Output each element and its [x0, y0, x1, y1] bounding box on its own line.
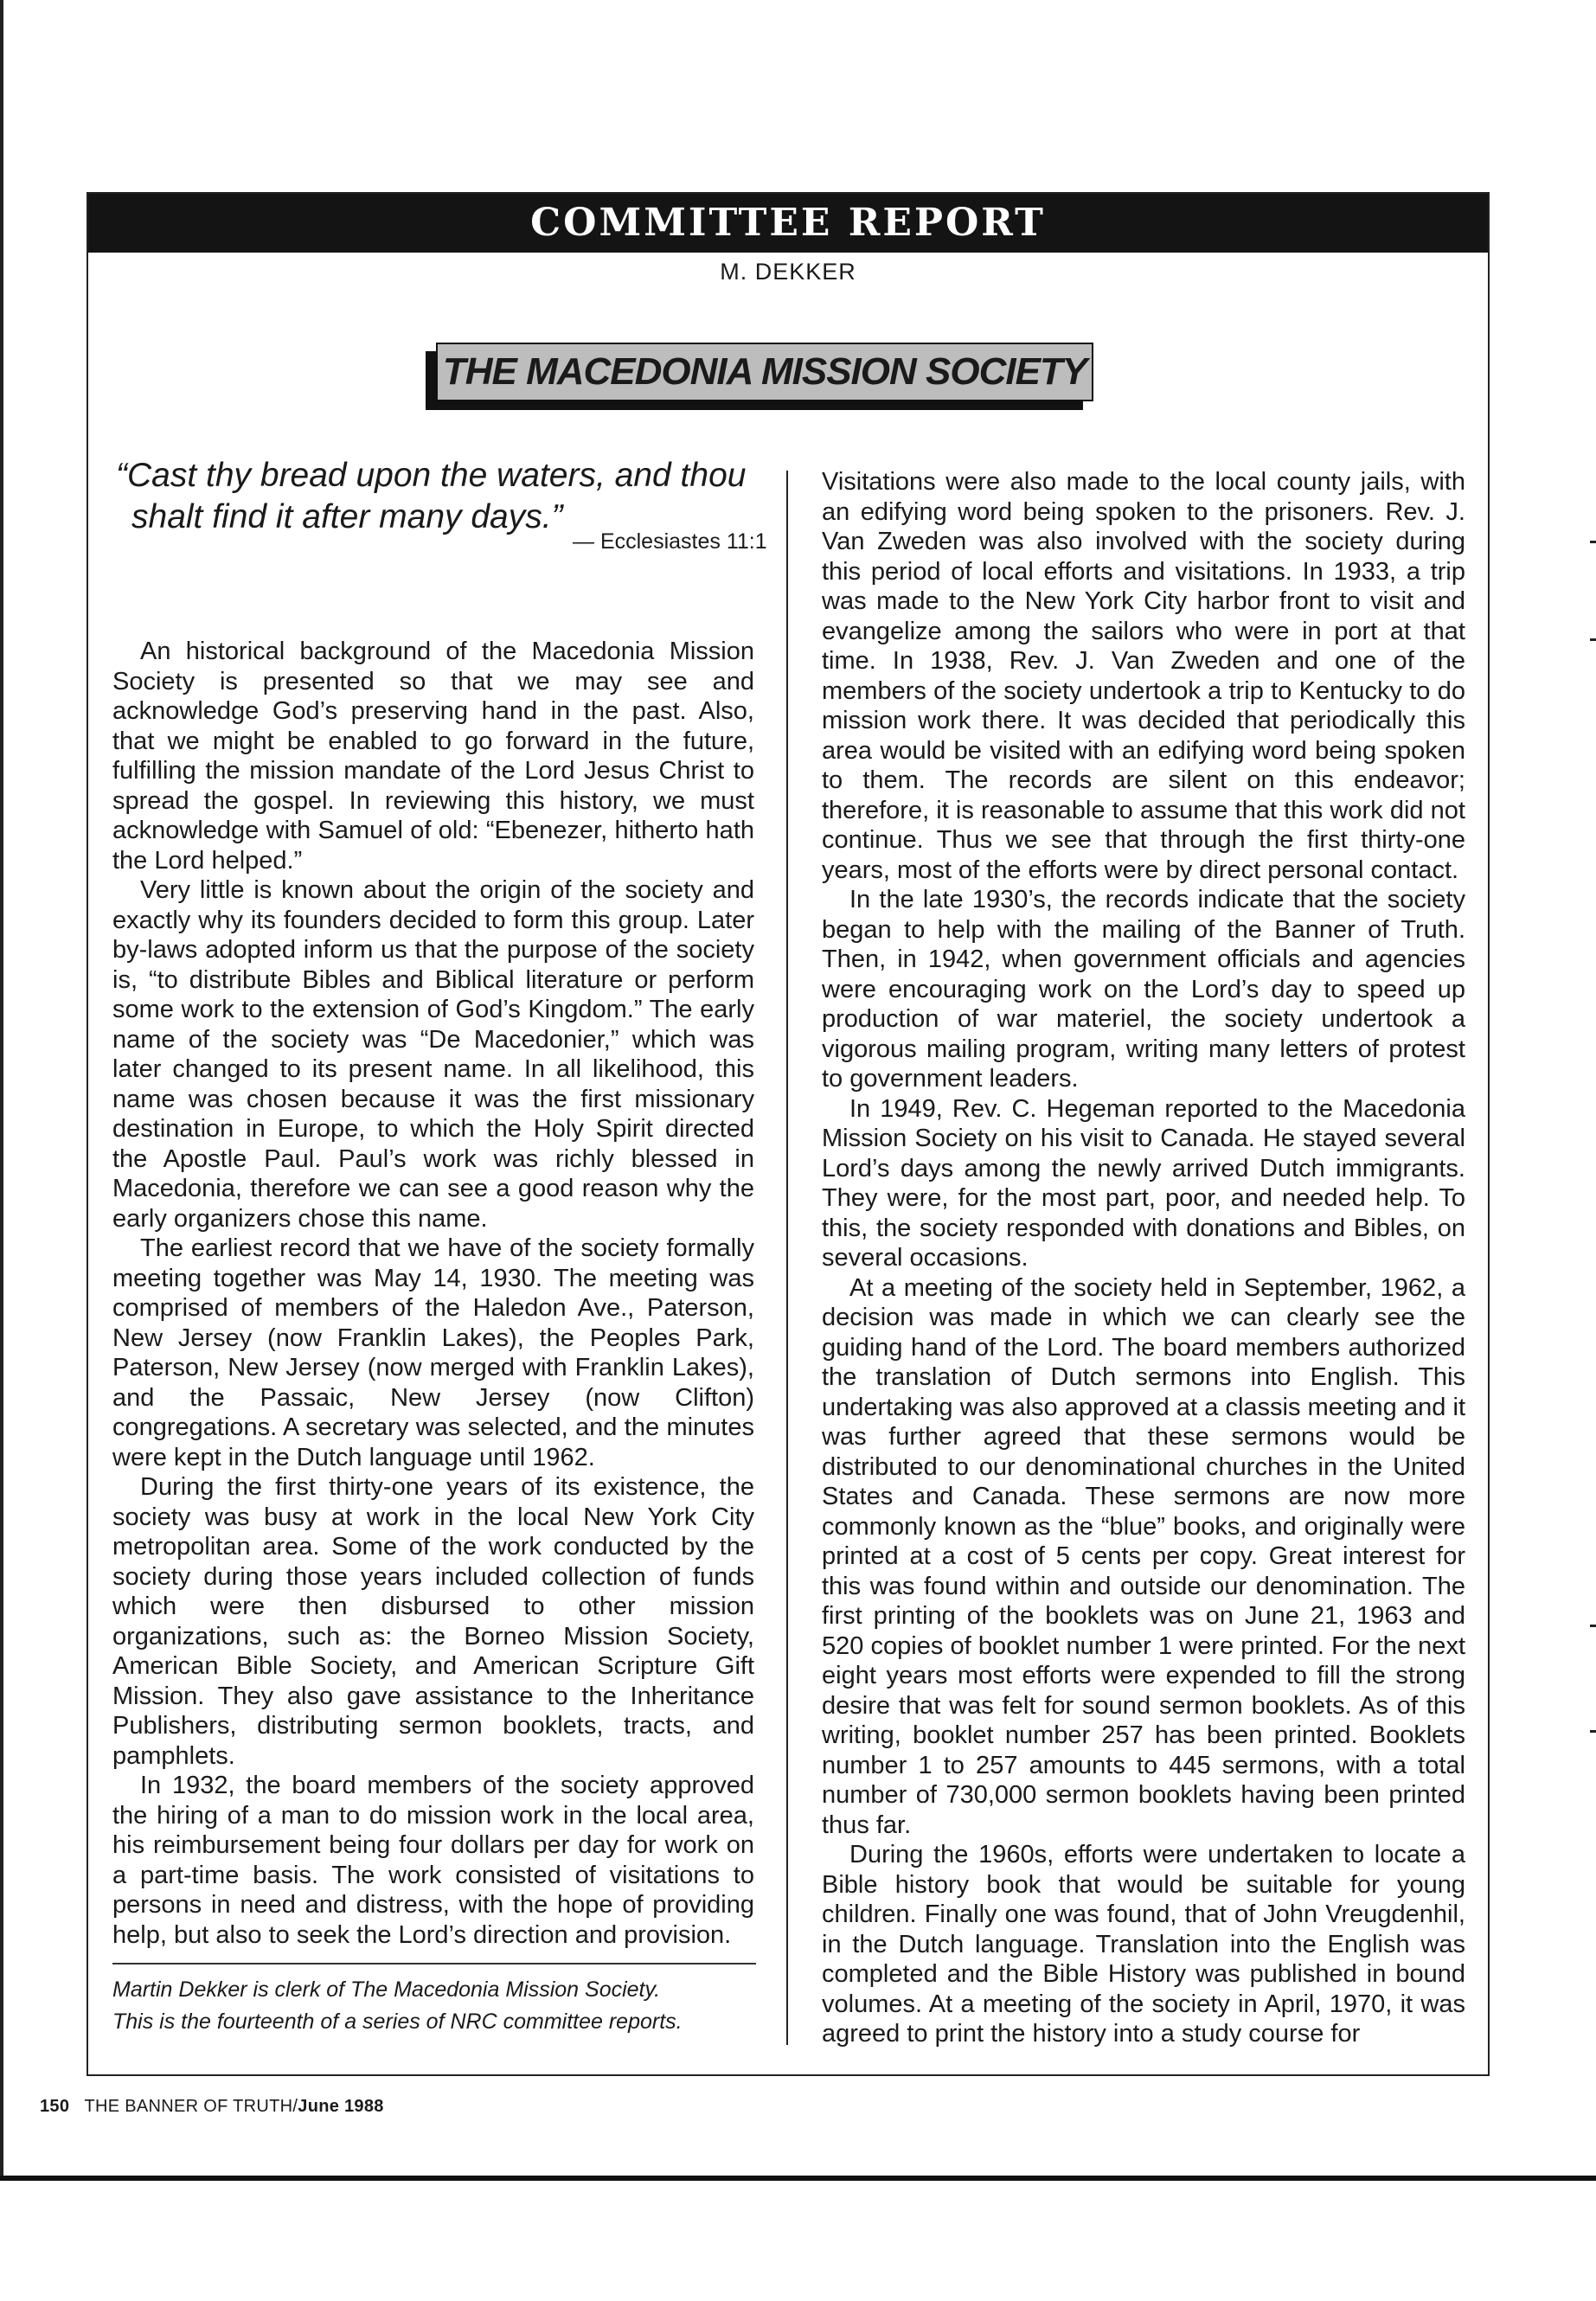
epigraph-quote: [116, 455, 747, 538]
footnote-line-2: This is the fourteenth of a series of NRC committee reports.: [112, 2009, 683, 2034]
page-bottom-rule: [0, 2176, 1596, 2181]
page-footer: [40, 2097, 384, 2117]
epigraph-source: — Ecclesiastes 11:1: [573, 529, 767, 554]
section-banner: COMMITTEE REPORT: [88, 194, 1488, 253]
publication-name: THE BANNER OF TRUTH: [84, 2097, 293, 2116]
article-title: THE MACEDONIA MISSION SOCIETY: [436, 343, 1093, 401]
issue-date: June 1988: [298, 2097, 384, 2116]
right-column: [822, 467, 1465, 2049]
paragraph: During the first thirty-one years of its existence, the society was busy at work in the local New York City metropolitan area. Some of the work conducted by the society during those years included collection of funds which were then disbursed to other mission organizations, such as: the Borneo Mission Society, American Bible Society, and American Scripture Gift Mission. They also gave assistance to the Inheritance Publishers, distributing sermon booklets, tracts, and pamphlets.: [112, 1473, 754, 1770]
scan-mark: [1590, 1730, 1596, 1733]
article-frame: [87, 192, 1490, 2076]
paragraph: In 1932, the board members of the society approved the hiring of a man to do mission work in the local area, his reimbursement being four dollars per day for work on a part-time basis. The work consisted of visitations to persons in need and distress, with the hope of providing help, but also to seek the Lord’s direction and provision.: [112, 1772, 754, 1949]
page-number: 150: [40, 2097, 70, 2116]
paragraph: The earliest record that we have of the society formally meeting together was May 14, 1930. The meeting was comprised of members of the Haledon Ave., Paterson, New Jersey (now Franklin Lakes), the Peoples Park, Paterson, New Jersey (now merged with Franklin Lakes), and the Passaic, New Jersey (now Clifton) congregations. A secretary was selected, and the minutes were kept in the Dutch language until 1962.: [112, 1234, 754, 1471]
footnote-divider: [112, 1963, 756, 1965]
page-edge: [0, 0, 3, 2180]
paragraph: During the 1960s, efforts were undertaken to locate a Bible history book that would be suitable for young children. Finally one was found, that of John Vreugdenhil, in the Dutch language. Translation into the English was completed and the Bible History was published in bound volumes. At a meeting of the society in April, 1970, it was agreed to print the history into a study course for: [822, 1841, 1465, 2048]
footer-separator: /: [292, 2097, 298, 2116]
scan-mark: [1590, 1625, 1596, 1627]
paragraph: At a meeting of the society held in September, 1962, a decision was made in which we can clearly see the guiding hand of the Lord. The board members authorized the translation of Dutch sermons into English. This undertaking was also approved at a classis meeting and it was further agreed that these sermons would be distributed to our denominational churches in the United States and Canada. These sermons are now more commonly known as the “blue” books, and originally were printed at a cost of 5 cents per copy. Great interest for this was found within and outside our denomination. The first printing of the booklets was on June 21, 1963 and 520 copies of booklet number 1 were printed. For the next eight years most efforts were expended to fill the strong desire that was felt for sound sermon booklets. As of this writing, booklet number 257 has been printed. Booklets number 1 to 257 amounts to 445 sermons, with a total number of 730,000 sermon booklets having been printed thus far.: [822, 1273, 1465, 1839]
paragraph: An historical background of the Macedonia Mission Society is presented so that we may see and acknowledge God’s preserving hand in the past. Also, that we might be enabled to go forward in the future, fulfilling the mission mandate of the Lord Jesus Christ to spread the gospel. In reviewing this history, we must acknowledge with Samuel of old: “Ebenezer, hitherto hath the Lord helped.”: [112, 638, 754, 875]
footnote-line-1: Martin Dekker is clerk of The Macedonia Mission Society.: [112, 1977, 661, 2002]
column-divider: [786, 471, 788, 2045]
epigraph-line-1: “Cast thy bread upon the waters, and thou: [116, 457, 747, 494]
author-footnote: [112, 1974, 756, 2038]
paragraph: Visitations were also made to the local county jails, with an edifying word being spoken to the prisoners. Rev. J. Van Zweden was also involved with the society during this period of local efforts and visitations. In 1933, a trip was made to the New York City harbor front to visit and evangelize among the sailors who were in port at that time. In 1938, Rev. J. Van Zweden and one of the members of the society undertook a trip to Kentucky to do mission work there. It was decided that periodically this area would be visited with an edifying word being spoken to them. The records are silent on this endeavor; therefore, it is reasonable to assume that this work did not continue. Thus we see that through the first thirty-one years, most of the efforts were by direct personal contact.: [822, 468, 1465, 884]
paragraph: In the late 1930’s, the records indicate that the society began to help with the mailing of the Banner of Truth. Then, in 1942, when government officials and agencies were encouraging work on the Lord’s day to speed up production of war materiel, the society undertook a vigorous mailing program, writing many letters of protest to government leaders.: [822, 886, 1465, 1093]
author-byline: M. DEKKER: [720, 259, 856, 285]
scan-mark: [1590, 638, 1596, 641]
paragraph: Very little is known about the origin of the society and exactly why its founders decided to form this group. Later by-laws adopted inform us that the purpose of the society is, “to distribute Bibles and Biblical literature or perform some work to the extension of God’s Kingdom.” The early name of the society was “De Macedonier,” which was later changed to its present name. In all likelihood, this name was chosen because it was the first missionary destination in Europe, to which the Holy Spirit directed the Apostle Paul. Paul’s work was richly blessed in Macedonia, therefore we can see a good reason why the early organizers chose this name.: [112, 876, 754, 1233]
paragraph: In 1949, Rev. C. Hegeman reported to the Macedonia Mission Society on his visit to Canada. He stayed several Lord’s days among the newly arrived Dutch immigrants. They were, for the most part, poor, and needed help. To this, the society responded with donations and Bibles, on several occasions.: [822, 1094, 1465, 1272]
epigraph-line-2: shalt find it after many days.”: [131, 498, 563, 535]
scan-mark: [1590, 541, 1596, 543]
left-column: [112, 637, 754, 1950]
